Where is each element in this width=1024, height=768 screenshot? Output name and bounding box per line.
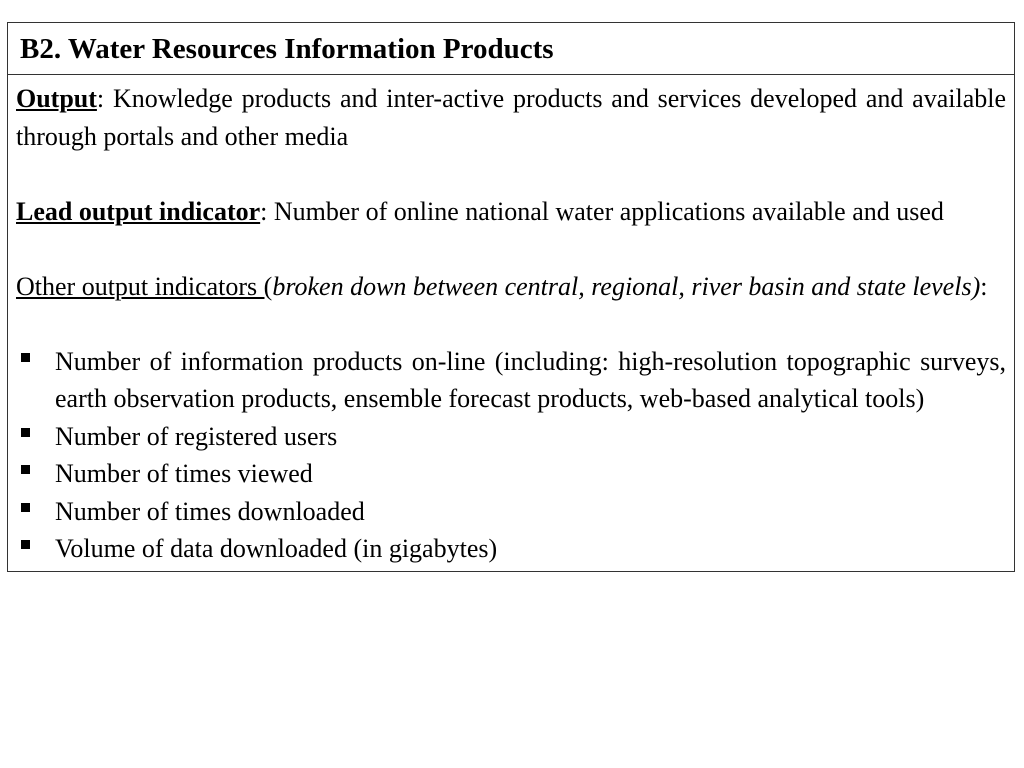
indicator-list <box>16 343 1006 568</box>
lead-indicator-text: Number of online national water applications available and used <box>267 196 944 226</box>
spacer <box>16 230 1006 268</box>
list-item-text: Volume of data downloaded (in gigabytes) <box>55 534 498 563</box>
list-item <box>16 493 1006 531</box>
list-item <box>16 343 1006 418</box>
output-label: Output <box>16 84 97 113</box>
output-separator: : <box>96 84 105 113</box>
square-bullet-icon <box>18 493 32 531</box>
square-bullet-icon <box>18 455 32 493</box>
list-item-text: Number of registered users <box>55 421 338 451</box>
list-item-text: Number of times downloaded <box>55 496 365 526</box>
other-indicators-label: Other output indicators ( <box>16 271 273 301</box>
lead-indicator-label: Lead output indicator <box>16 196 261 226</box>
square-bullet-icon <box>18 418 32 456</box>
page-title: B2. Water Resources Information Products <box>20 33 554 65</box>
square-bullet-icon <box>18 530 32 568</box>
indicator-table <box>7 22 1015 572</box>
output-text: Knowledge products and inter-active products and services developed and available through portals and other media <box>16 84 1006 151</box>
list-item-text: Number of times viewed <box>55 459 313 488</box>
lead-indicator-paragraph <box>16 193 1006 231</box>
list-item-text: Number of information products on-line (including: high-resolution topographic surveys, earth observation products, ensemble forecast products, web-based analytical tools) <box>55 346 1006 413</box>
square-bullet-icon <box>18 343 32 381</box>
list-item <box>16 530 1006 568</box>
list-item <box>16 418 1006 456</box>
spacer <box>16 155 1006 193</box>
output-paragraph <box>16 80 1006 155</box>
table-header <box>8 23 1014 75</box>
list-item <box>16 455 1006 493</box>
table-body <box>8 75 1014 571</box>
other-indicators-paragraph <box>16 268 1006 306</box>
lead-indicator-separator: : <box>260 196 268 226</box>
other-indicators-trailing: : <box>980 271 988 301</box>
spacer <box>16 305 1006 343</box>
other-indicators-italic: broken down between central, regional, river basin and state levels) <box>272 271 981 301</box>
